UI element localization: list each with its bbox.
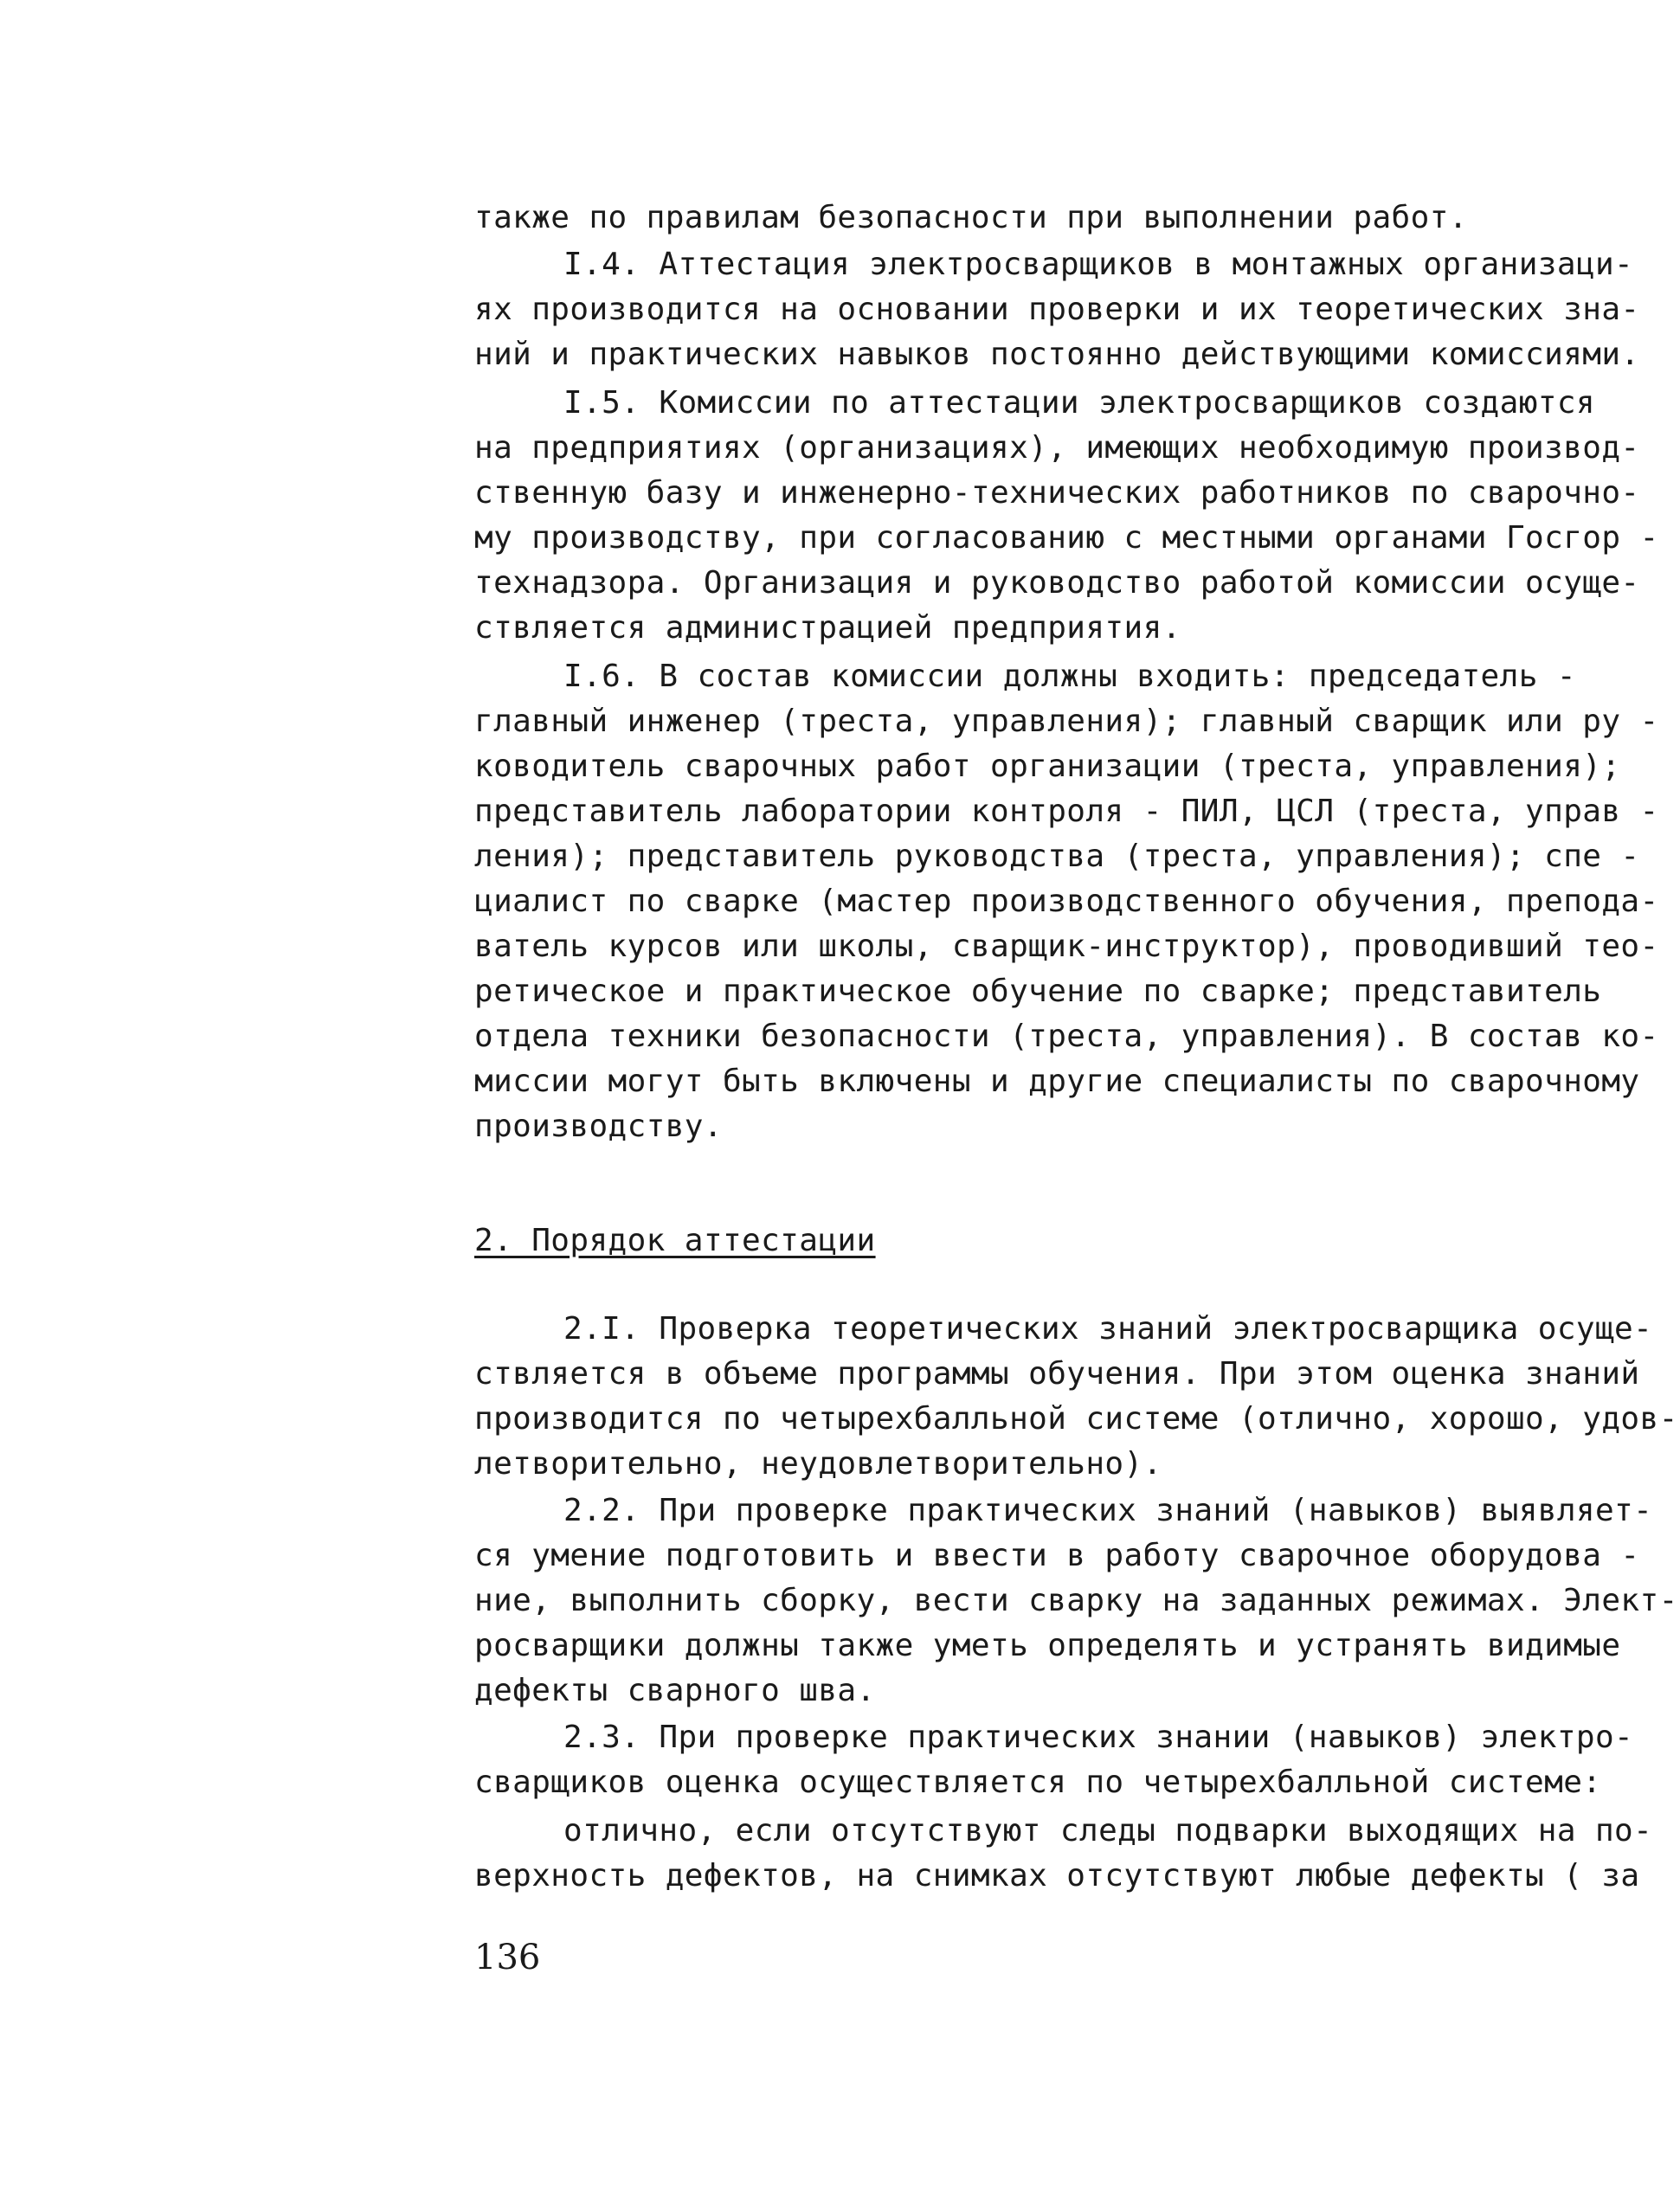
- text-line: росварщики должны также уметь определять и устранять видимые: [474, 1628, 1621, 1663]
- text-line: I.4. Аттестация электросварщиков в монтажных организаци-: [563, 247, 1634, 282]
- text-line: ствляется администрацией предприятия.: [474, 610, 1181, 646]
- text-line: дефекты сварного шва.: [474, 1673, 876, 1708]
- text-line: 2.I. Проверка теоретических знаний электросварщика осуще-: [563, 1311, 1653, 1347]
- page-number: 136: [474, 1938, 541, 1977]
- text-line: отлично, если отсутствуют следы подварки выходящих на по-: [563, 1813, 1653, 1849]
- text-line: сварщиков оценка осуществляется по четырехбалльной системе:: [474, 1765, 1602, 1800]
- text-line: ственную базу и инженерно-технических работников по сварочно-: [474, 475, 1640, 511]
- text-line: ствляется в объеме программы обучения. При этом оценка знаний: [474, 1356, 1640, 1392]
- text-line: му производству, при согласованию с местными органами Госгор -: [474, 520, 1659, 556]
- text-line: циалист по сварке (мастер производственного обучения, препода-: [474, 884, 1659, 919]
- text-line: технадзора. Организация и руководство работой комиссии осуще-: [474, 565, 1640, 601]
- text-line: на предприятиях (организациях), имеющих необходимую производ-: [474, 430, 1640, 466]
- text-line: I.6. В состав комиссии должны входить: председатель -: [563, 659, 1576, 694]
- text-line: ватель курсов или школы, сварщик-инструктор), проводивший тео-: [474, 929, 1659, 964]
- text-line: 2.2. При проверке практических знаний (навыков) выявляет-: [563, 1493, 1653, 1528]
- text-line: I.5. Комиссии по аттестации электросварщиков создаются: [563, 385, 1595, 421]
- text-line: производится по четырехбалльной системе (отлично, хорошо, удов-: [474, 1401, 1678, 1437]
- text-line: верхность дефектов, на снимках отсутствуют любые дефекты ( за: [474, 1858, 1640, 1894]
- text-line: ях производится на основании проверки и их теоретических зна-: [474, 292, 1640, 327]
- text-line: также по правилам безопасности при выполнении работ.: [474, 200, 1468, 235]
- text-line: ний и практических навыков постоянно действующими комиссиями.: [474, 337, 1640, 372]
- text-line: 2.3. При проверке практических знании (навыков) электро-: [563, 1720, 1634, 1755]
- text-line: ретическое и практическое обучение по сварке; представитель: [474, 974, 1602, 1009]
- text-line: производству.: [474, 1109, 723, 1144]
- text-line: ления); представитель руководства (треста, управления); спе -: [474, 839, 1640, 874]
- section-heading: 2. Порядок аттестации: [474, 1223, 876, 1258]
- text-line: ние, выполнить сборку, вести сварку на заданных режимах. Элект-: [474, 1583, 1678, 1618]
- text-line: представитель лаборатории контроля - ПИЛ, ЦСЛ (треста, управ -: [474, 794, 1659, 829]
- text-line: миссии могут быть включены и другие специалисты по сварочному: [474, 1064, 1640, 1099]
- text-line: отдела техники безопасности (треста, управления). В состав ко-: [474, 1019, 1659, 1054]
- text-line: ководитель сварочных работ организации (треста, управления);: [474, 749, 1621, 784]
- text-line: ся умение подготовить и ввести в работу сварочное оборудова -: [474, 1538, 1640, 1573]
- text-line: главный инженер (треста, управления); главный сварщик или ру -: [474, 704, 1659, 739]
- text-line: летворительно, неудовлетворительно).: [474, 1446, 1162, 1482]
